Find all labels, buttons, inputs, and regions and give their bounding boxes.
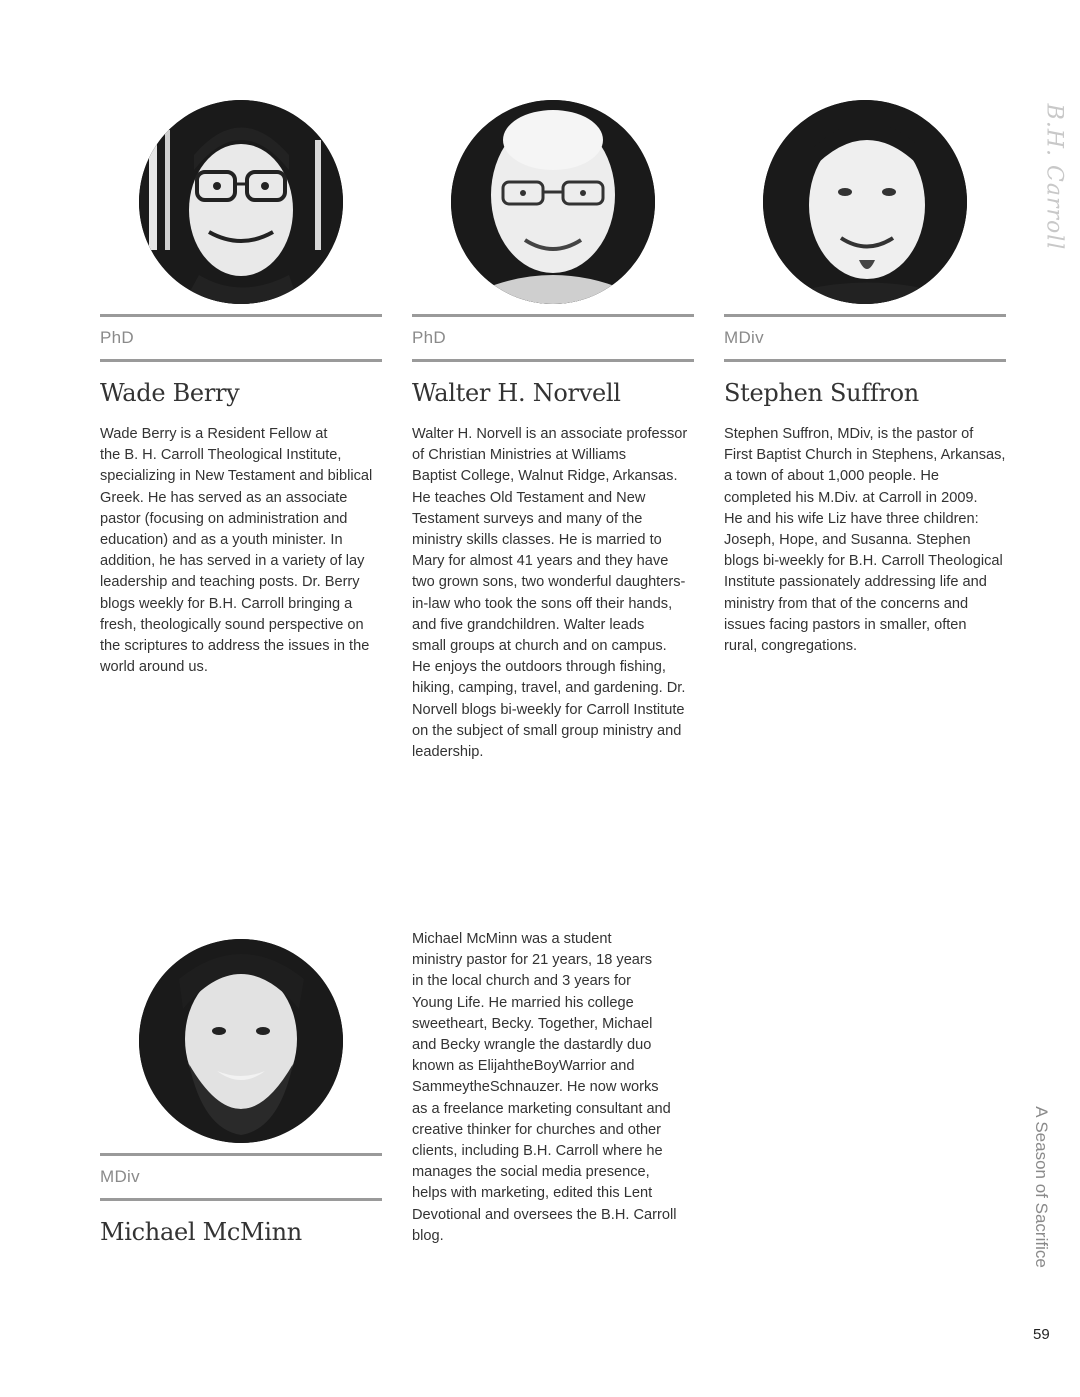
bio-line: He enjoys the outdoors through fishing, (412, 659, 666, 676)
person-bio-michael-mcminn (412, 929, 702, 1247)
bio-line: ministry skills classes. He is married to (412, 532, 662, 549)
bio-line: Joseph, Hope, and Susanna. Stephen (724, 532, 971, 549)
bio-line: ministry pastor for 21 years, 18 years (412, 952, 653, 969)
bio-line: First Baptist Church in Stephens, Arkansas, (724, 447, 1006, 464)
bio-line: SammeytheSchnauzer. He now works (412, 1079, 659, 1096)
divider-rule (412, 314, 694, 317)
bio-line: leadership and teaching posts. Dr. Berry (100, 574, 360, 591)
person-name: Walter H. Norvell (412, 379, 621, 407)
bio-line: Walter H. Norvell is an associate professor (412, 426, 688, 442)
bio-line: of Christian Ministries at Williams (412, 447, 627, 464)
divider-rule (724, 359, 1006, 362)
bio-line: and five grandchildren. Walter leads (412, 616, 645, 633)
divider-rule (100, 314, 382, 317)
bio-line: the B. H. Carroll Theological Institute, (100, 447, 342, 464)
bio-line: manages the social media presence, (412, 1164, 650, 1181)
degree-label: MDiv (724, 328, 764, 347)
bio-line: education) and as a youth minister. In (100, 532, 343, 549)
person-bio (100, 424, 390, 678)
bio-line: fresh, theologically sound perspective on (100, 616, 364, 633)
divider-rule (100, 1198, 382, 1201)
bio-line: small groups at church and on campus. (412, 638, 667, 655)
divider-rule (100, 359, 382, 362)
bio-line: blogs bi-weekly for B.H. Carroll Theological (724, 553, 1003, 570)
person-bio (724, 424, 1014, 657)
person-illustration-icon (763, 100, 967, 304)
bio-line: Wade Berry is a Resident Fellow at (100, 426, 328, 442)
divider-rule (100, 1153, 382, 1156)
bio-line: two grown sons, two wonderful daughters- (412, 574, 686, 591)
bio-line: Young Life. He married his college (412, 994, 634, 1011)
bio-line: He and his wife Liz have three children: (724, 510, 979, 527)
portrait-wade-berry-icon (139, 100, 343, 304)
bio-line: in the local church and 3 years for (412, 973, 632, 990)
bio-line: leadership. (412, 744, 484, 761)
divider-rule (412, 359, 694, 362)
publisher-script-watermark (1036, 92, 1072, 262)
person-illustration-icon (451, 100, 655, 304)
bio-line: hiking, camping, travel, and gardening. Dr. (412, 680, 686, 697)
bio-line: clients, including B.H. Carroll where he (412, 1143, 663, 1160)
bio-line: issues facing pastors in smaller, often (724, 616, 967, 633)
bio-line: Greek. He has served as an associate (100, 489, 348, 506)
bio-line: blog. (412, 1227, 444, 1244)
degree-label: PhD (412, 328, 446, 347)
person-illustration-icon (139, 100, 343, 304)
person-name: Stephen Suffron (724, 379, 919, 407)
bio-line: Devotional and oversees the B.H. Carroll (412, 1206, 677, 1223)
bio-line: Testament surveys and many of the (412, 510, 643, 527)
bio-line: rural, congregations. (724, 638, 858, 655)
bio-line: specializing in New Testament and biblical (100, 468, 373, 485)
book-title-running-head (1026, 1098, 1056, 1276)
bio-line: the scriptures to address the issues in the (100, 638, 370, 655)
person-illustration-icon (139, 939, 343, 1143)
bio-line: Norvell blogs bi-weekly for Carroll Institute (412, 701, 685, 718)
bio-line: helps with marketing, edited this Lent (412, 1185, 653, 1202)
bio-line: as a freelance marketing consultant and (412, 1100, 671, 1117)
divider-rule (724, 314, 1006, 317)
bio-line: creative thinker for churches and other (412, 1121, 662, 1138)
person-bio (412, 424, 702, 763)
bio-line: ministry from that of the concerns and (724, 595, 969, 612)
bio-line: in-law who took the sons off their hands, (412, 595, 673, 612)
bio-line: on the subject of small group ministry and (412, 722, 682, 739)
publisher-script-text: B.H. Carroll (1041, 103, 1067, 251)
bio-line: known as ElijahtheBoyWarrior and (412, 1058, 635, 1075)
bio-line: pastor (focusing on administration and (100, 510, 348, 527)
bio-line: Institute passionately addressing life and (724, 574, 987, 591)
page-number: 59 (1033, 1326, 1050, 1343)
degree-label: MDiv (100, 1167, 140, 1186)
bio-line: blogs weekly for B.H. Carroll bringing a (100, 595, 353, 612)
bio-line: Stephen Suffron, MDiv, is the pastor of (724, 426, 974, 442)
degree-label: PhD (100, 328, 134, 347)
book-title-text: A Season of Sacrifice (1032, 1106, 1051, 1268)
bio-line: addition, he has served in a variety of lay (100, 553, 365, 570)
bio-line: a town of about 1,000 people. He (724, 468, 940, 485)
bio-line: Mary for almost 41 years and they have (412, 553, 669, 570)
bio-line: and Becky wrangle the dastardly duo (412, 1037, 652, 1054)
bio-line: sweetheart, Becky. Together, Michael (412, 1015, 653, 1032)
bio-line: completed his M.Div. at Carroll in 2009. (724, 489, 978, 506)
bio-line: He teaches Old Testament and New (412, 489, 646, 506)
bio-line: world around us. (100, 659, 208, 676)
bio-line: Michael McMinn was a student (412, 931, 612, 947)
portrait-michael-mcminn-icon (139, 939, 343, 1143)
person-name: Wade Berry (100, 379, 240, 407)
bio-line: Baptist College, Walnut Ridge, Arkansas. (412, 468, 678, 485)
portrait-stephen-suffron-icon (763, 100, 967, 304)
person-name: Michael McMinn (100, 1218, 302, 1246)
portrait-walter-norvell-icon (451, 100, 655, 304)
